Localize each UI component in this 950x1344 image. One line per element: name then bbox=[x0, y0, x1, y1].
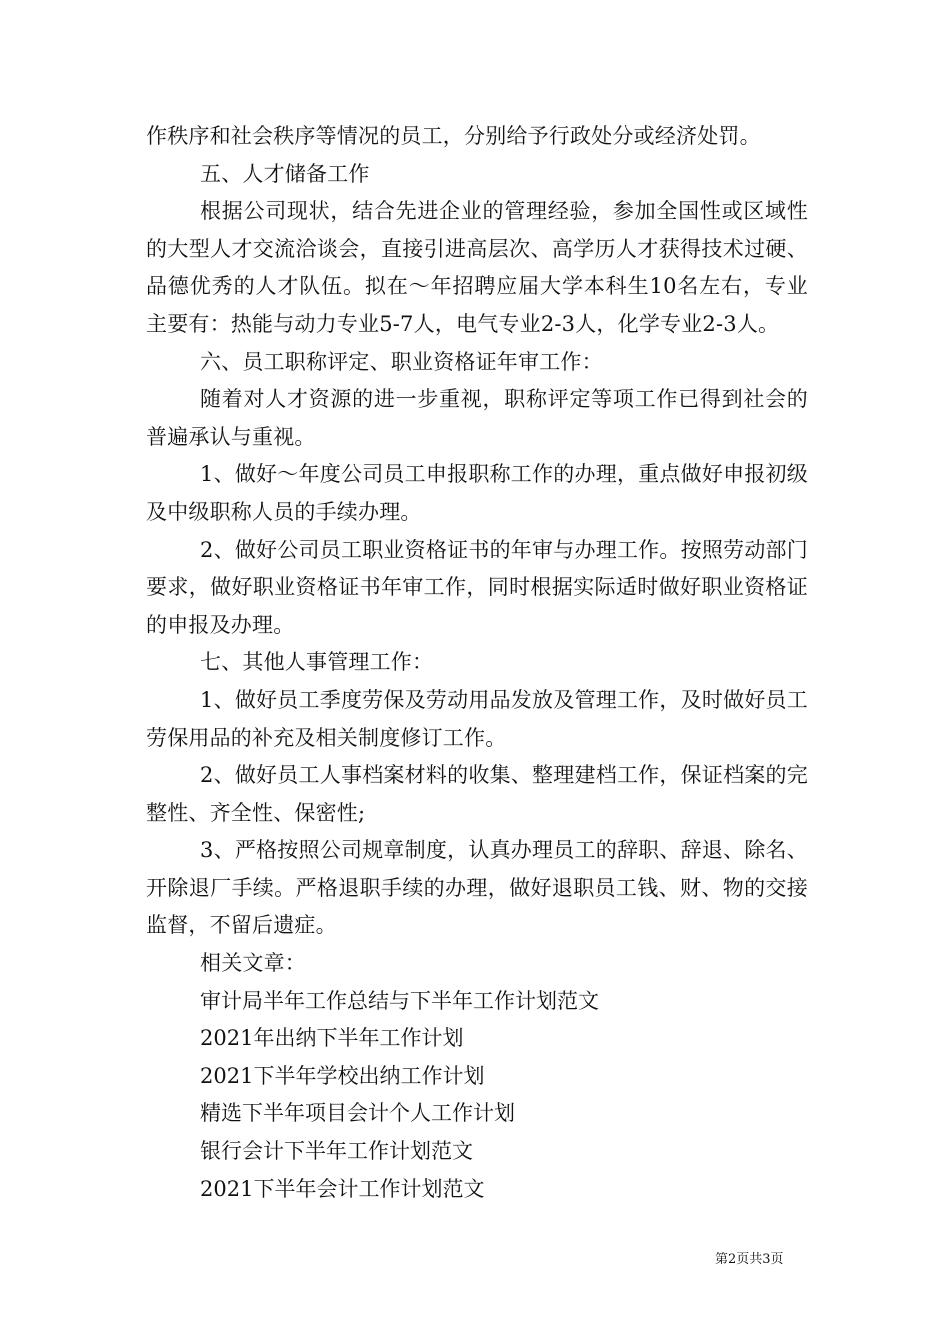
related-article-link[interactable]: 精选下半年项目会计个人工作计划 bbox=[200, 1101, 515, 1126]
section-heading-other-hr-work: 七、其他人事管理工作： bbox=[200, 650, 434, 675]
paragraph: 根据公司现状，结合先进企业的管理经验，参加全国性或区域性的大型人才交流洽谈会，直接引进高层次、高学历人才获得技术过硬、品德优秀的人才队伍。拟在～年招聘应届大学本科生10名左右，专业主要有：热能与动力专业5-7人，电气专业2-3人，化学专业2-3人。 bbox=[146, 199, 808, 336]
related-article-link[interactable]: 2021下半年学校出纳工作计划 bbox=[200, 1063, 485, 1088]
related-article-link[interactable]: 审计局半年工作总结与下半年工作计划范文 bbox=[200, 988, 599, 1013]
related-article-link[interactable]: 2021下半年会计工作计划范文 bbox=[200, 1176, 485, 1201]
list-item: 1、做好员工季度劳保及劳动用品发放及管理工作，及时做好员工劳保用品的补充及相关制度修订工作。 bbox=[146, 687, 808, 750]
paragraph: 随着对人才资源的进一步重视，职称评定等项工作已得到社会的普遍承认与重视。 bbox=[146, 387, 808, 449]
list-item: 2、做好公司员工职业资格证书的年审与办理工作。按照劳动部门要求，做好职业资格证书年审工作，同时根据实际适时做好职业资格证的申报及办理。 bbox=[146, 537, 808, 637]
section-heading-title-evaluation: 六、员工职称评定、职业资格证年审工作： bbox=[200, 349, 603, 374]
section-heading-talent-reserve: 五、人才储备工作 bbox=[200, 161, 370, 186]
related-articles-list bbox=[146, 983, 808, 1209]
page-number-footer: 第2页共3页 bbox=[715, 1252, 784, 1267]
paragraph: 作秩序和社会秩序等情况的员工，分别给予行政处分或经济处罚。 bbox=[146, 124, 761, 148]
document-body bbox=[146, 118, 808, 1208]
related-article-link[interactable]: 银行会计下半年工作计划范文 bbox=[200, 1139, 473, 1164]
list-item: 3、严格按照公司规章制度，认真办理员工的辞职、辞退、除名、开除退厂手续。严格退职手续的办理，做好退职员工钱、财、物的交接监督，不留后遗症。 bbox=[146, 838, 808, 938]
related-articles-heading: 相关文章： bbox=[200, 951, 306, 976]
list-item: 1、做好～年度公司员工申报职称工作的办理，重点做好申报初级及中级职称人员的手续办理。 bbox=[146, 462, 808, 524]
list-item: 2、做好员工人事档案材料的收集、整理建档工作，保证档案的完整性、齐全性、保密性; bbox=[146, 763, 808, 825]
related-article-link[interactable]: 2021年出纳下半年工作计划 bbox=[200, 1026, 464, 1051]
